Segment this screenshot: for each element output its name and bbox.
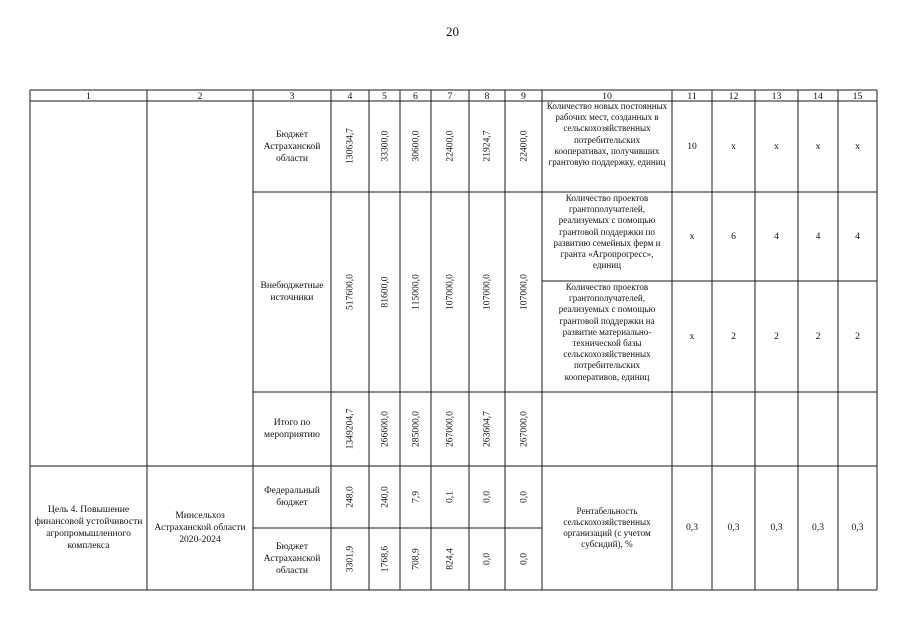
header-col-9: 9 (521, 91, 526, 101)
amount-value: 81600,0 (379, 276, 390, 308)
indicator-value: x (815, 140, 821, 152)
amount-value: 130634,7 (344, 128, 356, 164)
amount-value: 0,0 (518, 553, 529, 565)
amount-value: 107000,0 (444, 274, 456, 310)
indicator-value: 0,3 (770, 522, 783, 533)
amount-value: 33300,0 (379, 130, 390, 162)
amount-value: 1768,6 (379, 545, 390, 573)
header-col-1: 1 (86, 91, 91, 101)
funding-source: Бюджет Астраханской области (263, 128, 321, 164)
indicator-value: 0,3 (686, 522, 698, 533)
amount-value: 0,0 (481, 553, 493, 565)
amount-value: 267000,0 (444, 411, 456, 447)
indicator-value: x (855, 140, 860, 152)
amount-value: 267000,0 (518, 411, 529, 447)
header-col-10: 10 (602, 91, 612, 101)
amount-value: 115000,0 (410, 274, 421, 310)
indicator-value: x (774, 140, 779, 152)
indicator-name: Количество проектов грантополучателей, реализуемых с помощью грантовой поддержки на развитие материально-технической базы сельскохозяйственных потребительских кооперативов, единиц (558, 282, 656, 382)
indicator-name: Рентабельность сельскохозяйственных организаций (с учетом субсидий), % (563, 505, 651, 550)
amount-value: 0,0 (518, 491, 529, 503)
indicator-value: 2 (731, 330, 736, 342)
amount-value: 824,4 (444, 548, 456, 570)
funding-source: Итого по мероприятию (264, 417, 320, 440)
page-number: 20 (446, 24, 459, 39)
indicator-value: x (689, 230, 695, 242)
indicator-value: x (689, 330, 695, 342)
indicator-name: Количество новых постоянных рабочих мест, созданных в сельскохозяйственных потребительских кооперативах, получивших грантовую поддержку, единиц (546, 101, 668, 168)
header-col-7: 7 (447, 91, 453, 101)
header-col-8: 8 (484, 91, 490, 101)
indicator-value: 6 (731, 230, 736, 242)
indicator-value: 4 (855, 230, 860, 242)
amount-value: 285000,0 (410, 411, 421, 447)
amount-value: 107000,0 (481, 274, 493, 310)
amount-value: 266600,0 (379, 411, 390, 447)
header-col-2: 2 (197, 91, 203, 101)
header-col-15: 15 (852, 91, 863, 101)
amount-value: 708,9 (410, 548, 421, 570)
funding-source: Бюджет Астраханской области (263, 541, 321, 576)
funding-source: Внебюджетные источники (260, 280, 324, 303)
indicator-value: 10 (687, 140, 697, 152)
header-col-4: 4 (347, 91, 353, 101)
funding-source: Федеральный бюджет (264, 485, 320, 508)
indicator-value: 2 (855, 330, 860, 342)
amount-value: 3301,9 (344, 545, 356, 573)
amount-value: 22400,0 (518, 130, 529, 162)
indicator-value: 4 (774, 230, 779, 242)
indicator-value: 2 (815, 330, 821, 342)
amount-value: 0,1 (444, 491, 456, 503)
indicator-name: Количество проектов грантополучателей, реализуемых с помощью грантовой поддержки по развитию семейных ферм и гранта «Агропрогресс», единиц (553, 193, 661, 271)
indicator-value: x (731, 140, 736, 152)
amount-value: 0,0 (481, 491, 493, 503)
header-col-13: 13 (771, 91, 782, 101)
amount-value: 7,9 (410, 491, 421, 503)
amount-value: 22400,0 (444, 130, 456, 162)
amount-value: 263604,7 (481, 411, 493, 447)
amount-value: 517600,0 (344, 274, 356, 310)
goal-cell: Цель 4. Повышение финансовой устойчивости агропромышленного комплекса (34, 504, 143, 551)
header-col-12: 12 (728, 91, 739, 101)
indicator-value: 0,3 (812, 522, 824, 533)
header-col-14: 14 (813, 91, 823, 101)
header-col-3: 3 (289, 91, 295, 101)
indicator-value: 0,3 (727, 522, 740, 533)
executor-cell: Минсельхоз Астраханской области 2020-2024 (154, 510, 246, 545)
amount-value: 21924,7 (481, 130, 493, 162)
amount-value: 240,0 (379, 486, 390, 508)
header-col-6: 6 (413, 91, 418, 101)
indicator-value: 2 (774, 330, 779, 342)
indicator-value: 0,3 (851, 522, 864, 533)
amount-value: 248,0 (344, 486, 356, 508)
amount-value: 107000,0 (518, 274, 529, 310)
amount-value: 1349204,7 (344, 408, 356, 450)
indicator-value: 4 (815, 230, 821, 242)
header-col-11: 11 (687, 91, 697, 101)
amount-value: 30600,0 (410, 130, 421, 162)
header-col-5: 5 (382, 91, 387, 101)
